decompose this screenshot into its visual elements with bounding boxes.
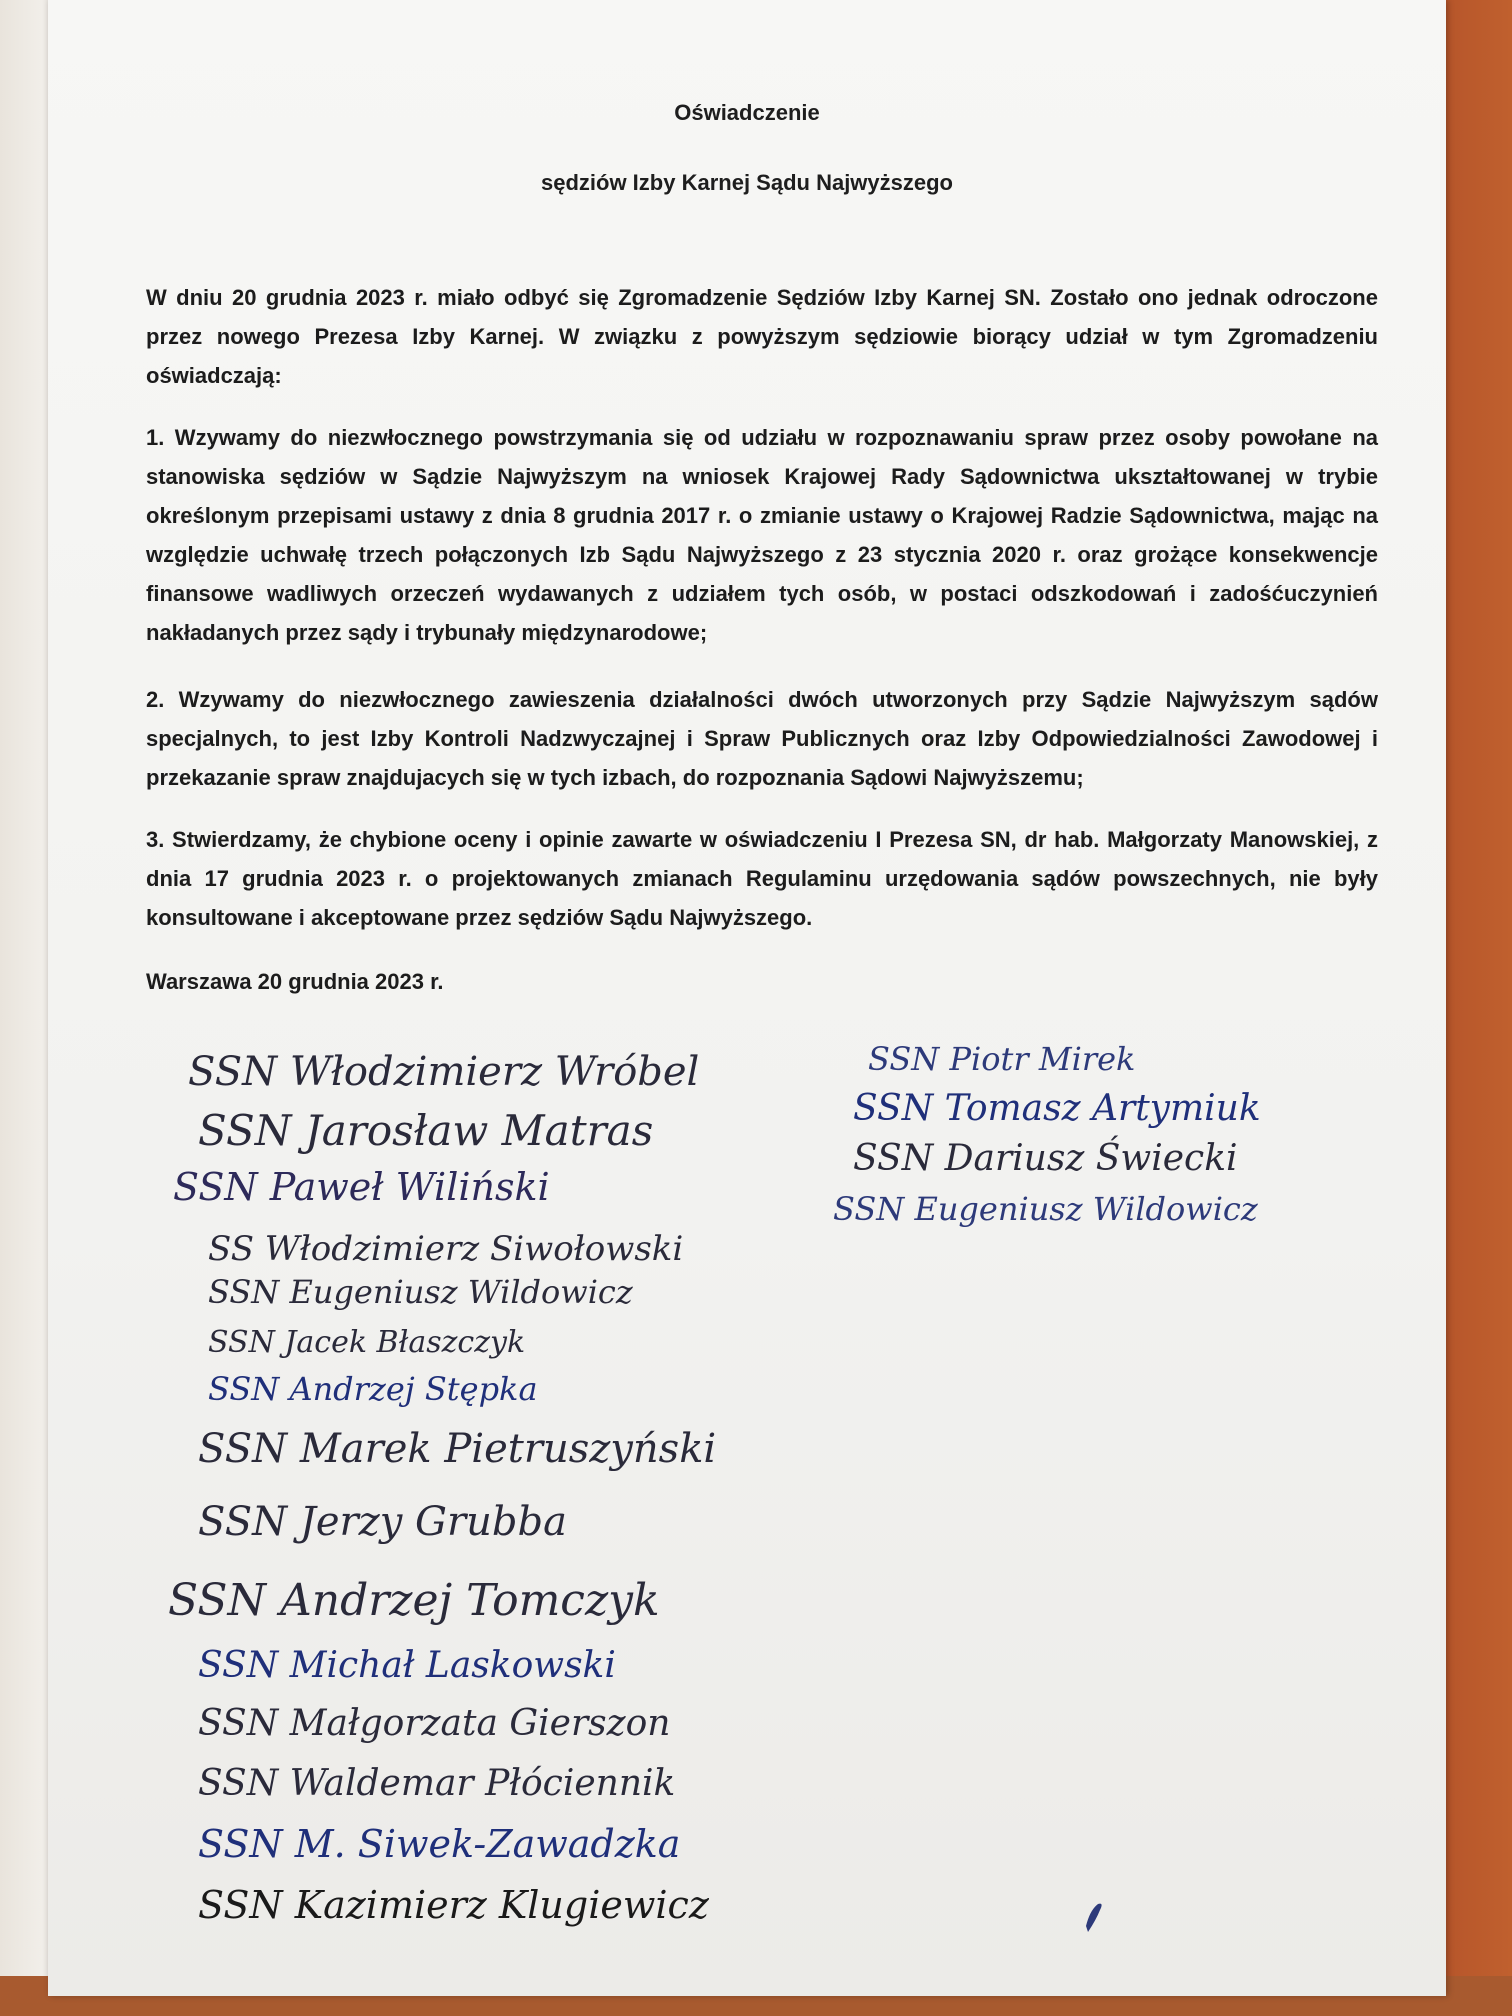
signature-left-2: SSN Jarosław Matras (198, 1106, 654, 1155)
intro-paragraph: W dniu 20 grudnia 2023 r. miało odbyć się Zgromadzenie Sędziów Izby Karnej SN. Zostało ono jednak odroczone przez nowego Prezesa Izby Karnej. W związku z powyższym sędziowie biorący udział w tym Zgromadzeniu oświadczają: (146, 285, 1378, 388)
signature-left-10: SSN Andrzej Tomczyk (168, 1575, 660, 1626)
signature-left-9: SSN Jerzy Grubba (198, 1499, 567, 1545)
signature-right-1: SSN Piotr Mirek (868, 1040, 1136, 1078)
signature-right-3: SSN Dariusz Świecki (853, 1138, 1238, 1179)
signature-left-3: SSN Paweł Wiliński (173, 1165, 550, 1209)
signature-left-11: SSN Michał Laskowski (198, 1645, 616, 1686)
signature-left-6: SSN Jacek Błaszczyk (208, 1325, 526, 1360)
signature-left-14: SSN M. Siwek-Zawadzka (198, 1822, 681, 1866)
signatures-svg (48, 0, 1446, 1996)
signature-left-13: SSN Waldemar Płóciennik (198, 1763, 676, 1804)
document-page (48, 0, 1446, 1996)
signatures-right-column (833, 1040, 1261, 1228)
signatures-area (48, 0, 1446, 1996)
place-date: Warszawa 20 grudnia 2023 r. (146, 969, 444, 994)
document-title: Oświadczenie (674, 100, 820, 125)
document-subtitle: sędziów Izby Karnej Sądu Najwyższego (541, 170, 953, 195)
paragraph-2: 2. Wzywamy do niezwłocznego zawieszenia działalności dwóch utworzonych przy Sądzie Najwyższym sądów specjalnych, to jest Izby Kontroli Nadzwyczajnej i Spraw Publicznych oraz Izby Odpowiedzialności Zawodowej i przekazanie spraw znajdujacych się w tych izbach, do rozpoznania Sądowi Najwyższemu; (146, 687, 1378, 790)
signatures-left-column (168, 1049, 716, 1927)
signature-left-5: SSN Eugeniusz Wildowicz (208, 1273, 633, 1311)
signature-left-15: SSN Kazimierz Klugiewicz (198, 1883, 709, 1927)
ink-mark (1086, 1904, 1102, 1932)
signature-left-12: SSN Małgorzata Gierszon (198, 1703, 671, 1744)
paragraph-1: 1. Wzywamy do niezwłocznego powstrzymania się od udziału w rozpoznawaniu spraw przez osoby powołane na stanowiska sędziów w Sądzie Najwyższym na wniosek Krajowej Rady Sądownictwa ukształtowanej w trybie określonym przepisami ustawy z dnia 8 grudnia 2017 r. o zmianie ustawy o Krajowej Radzie Sądownictwa, mając na względzie uchwałę trzech połączonych Izb Sądu Najwyższego z 23 stycznia 2020 r. oraz grożące konsekwencje finansowe wadliwych orzeczeń wydawanych z udziałem tych osób, w postaci odszkodowań i zadośćuczynień nakładanych przez sądy i trybunały międzynarodowe; (146, 425, 1378, 645)
signature-right-2: SSN Tomasz Artymiuk (853, 1088, 1261, 1129)
signature-left-7: SSN Andrzej Stępka (208, 1370, 538, 1408)
signature-right-4: SSN Eugeniusz Wildowicz (833, 1190, 1258, 1228)
paragraph-3: 3. Stwierdzamy, że chybione oceny i opinie zawarte w oświadczeniu I Prezesa SN, dr hab. Małgorzaty Manowskiej, z dnia 17 grudnia 2023 r. o projektowanych zmianach Regulaminu urzędowania sądów powszechnych, nie były konsultowane i akceptowane przez sędziów Sądu Najwyższego. (146, 827, 1378, 930)
signature-left-8: SSN Marek Pietruszyński (198, 1426, 717, 1472)
signature-left-4: SS Włodzimierz Siwołowski (208, 1229, 684, 1269)
signature-left-1: SSN Włodzimierz Wróbel (188, 1049, 700, 1095)
